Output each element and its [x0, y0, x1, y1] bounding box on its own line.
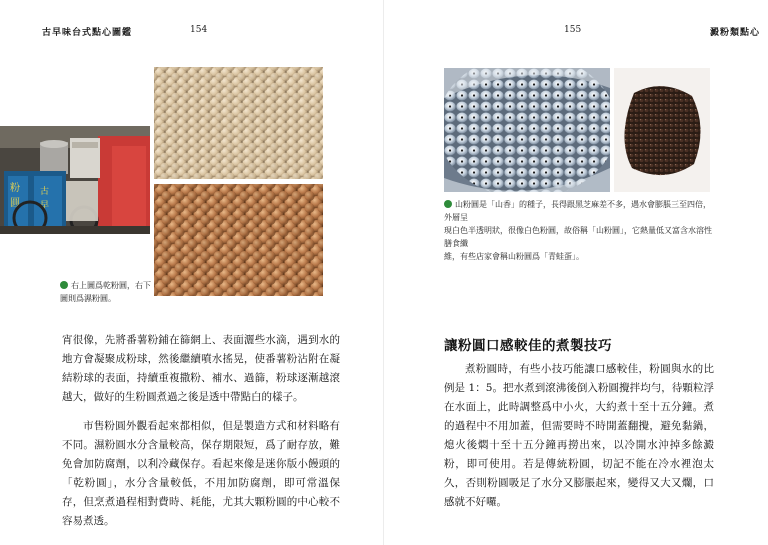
body-paragraph-2: 市售粉圓外觀看起來都相似，但是製造方式和材料略有不同。濕粉圓水分含量較高，保存期限短，爲了耐存放，難免會加防腐劑，以利冷藏保存。看起來像是迷你版小饅頭的「乾粉圓」，水分含量較低，不用加防腐劑，即可常溫保存，但烹煮過程相對費時、耗能，尤其大顆粉圓的中心較不容易煮透。	[62, 420, 340, 527]
right-page	[384, 0, 768, 545]
page-number-left: 154	[190, 25, 208, 35]
wet-fenyuan-photo	[154, 184, 323, 296]
page-number-right: 155	[564, 25, 582, 35]
dried-fenyuan-photo	[154, 67, 323, 179]
svg-text:古: 古	[40, 187, 50, 197]
body-paragraph-1: 宵很像，先將番薯粉鋪在篩網上、表面灑些水滴，遇到水的地方會凝聚成粉球，然後繼續噴水搖晃，使番薯粉沾附在凝結粉球的表面，持續重複撒粉、補水、過篩，粉球逐漸越滾越大，做好的生粉圓煮過之後是透中帶點白的樣子。	[62, 334, 340, 403]
running-header-right: 澱粉類點心	[710, 28, 761, 38]
street-cart-photo	[0, 126, 150, 234]
bullet-dot-icon	[444, 200, 452, 208]
svg-text:早: 早	[40, 201, 50, 211]
soaked-basil-seeds-photo	[444, 68, 610, 192]
svg-text:粉: 粉	[10, 183, 20, 194]
photo-caption-left: 右上圖爲乾粉圓，右下 圖則爲濕粉圓。	[60, 281, 151, 303]
section-heading: 讓粉圓口感較佳的煮製技巧	[444, 338, 612, 354]
dry-seeds-photo	[614, 68, 710, 192]
running-header-left: 古早味台式點心圖鑑	[42, 28, 133, 38]
bullet-dot-icon	[60, 281, 68, 289]
photo-caption-right: 山粉圓是「山香」的種子，長得跟黑芝麻差不多，遇水會膨脹三至四倍，外層呈 現白色半透明狀，很像白色粉圓，故俗稱「山粉圓」，它熱量低又富含水溶性膳食纖 維，有些店家會稱山粉圓爲「青蛙蛋」。	[444, 200, 712, 261]
body-paragraph-right: 煮粉圓時，有些小技巧能讓口感較佳，粉圓與水的比例是 1：5。把水煮到滾沸後倒入粉圓攪拌均勻，待顆粒浮在水面上，此時調整爲中小火，大約煮十至十五分鐘。煮的過程中不用加蓋，但需要時不時開蓋翻攪，避免黏鍋，熄火後燜十至十五分鐘再撈出來，以冷開水沖掉多餘澱粉，即可使用。若是傳統粉圓，切記不能在冷水裡泡太久，否則粉圓吸足了水分又膨脹起來，變得又大又爛，口感就不好囉。	[444, 363, 714, 508]
svg-text:圓: 圓	[10, 198, 20, 209]
